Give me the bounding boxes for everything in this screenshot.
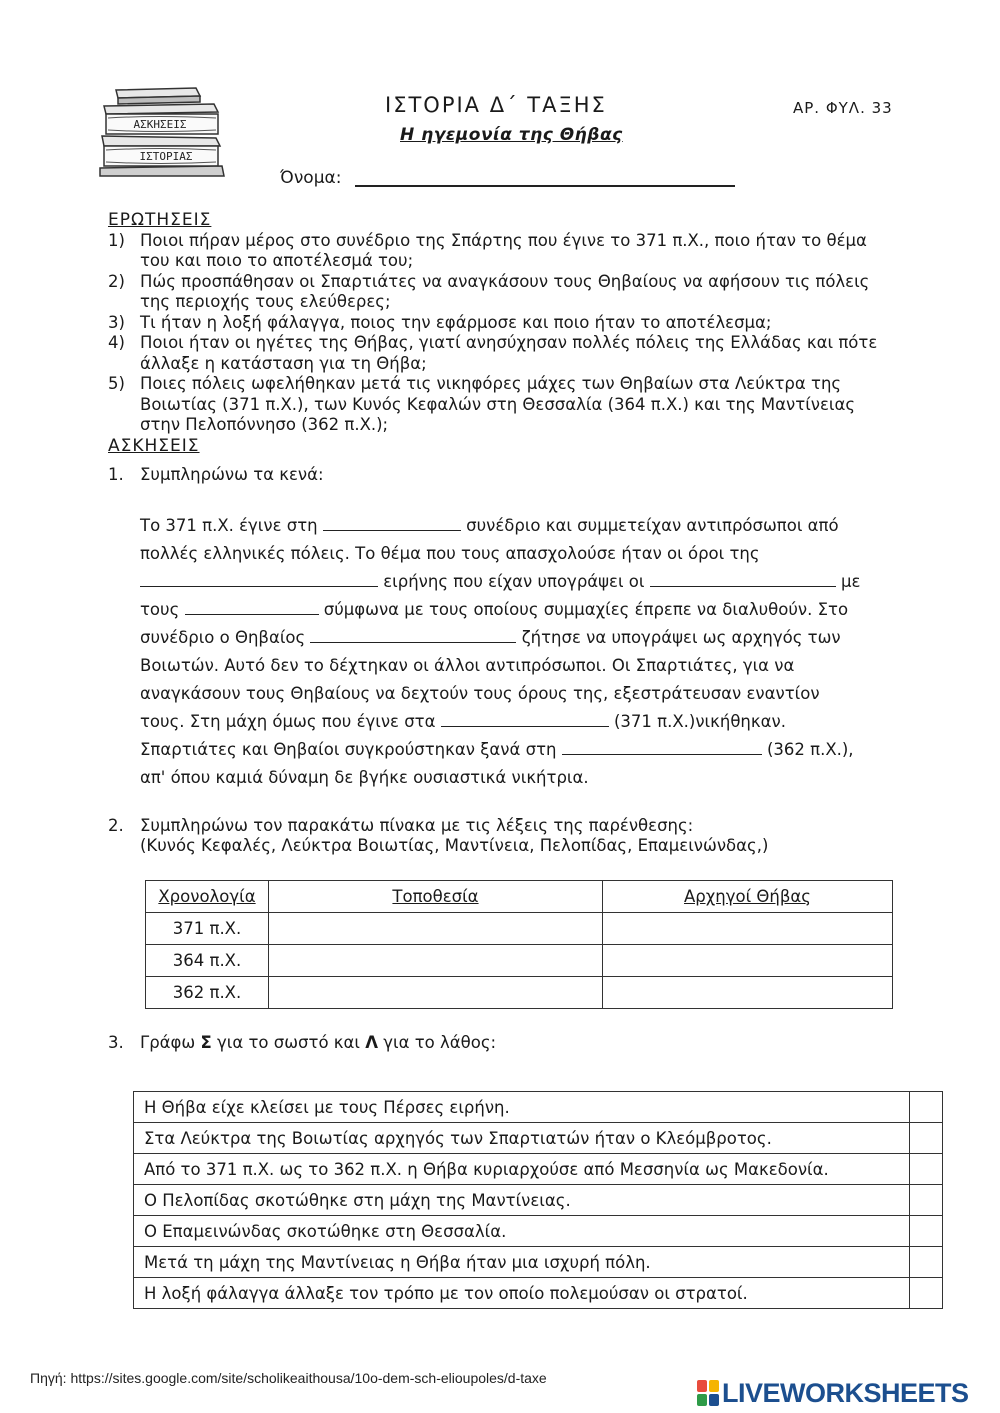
table-row	[134, 1278, 943, 1309]
answer-box[interactable]	[910, 1154, 943, 1185]
source-credit: Πηγή: https://sites.google.com/site/scholikeaithousa/10o-dem-sch-elioupoles/d-taxe	[30, 1370, 547, 1386]
exercise-3-title: 3. Γράφω Σ για το σωστό και Λ για το λάθος:	[108, 1033, 497, 1052]
blank-field[interactable]	[441, 712, 609, 727]
table-row	[134, 1092, 943, 1123]
location-cell[interactable]	[269, 977, 603, 1009]
blank-field[interactable]	[310, 628, 516, 643]
true-false-table	[133, 1091, 943, 1309]
page-subtitle: Η ηγεμονία της Θήβας	[400, 125, 623, 145]
column-header: Αρχηγοί Θήβας	[603, 881, 893, 913]
table-row	[134, 1247, 943, 1278]
books-logo	[96, 86, 228, 178]
liveworksheets-logo	[696, 1377, 969, 1409]
leaders-cell[interactable]	[603, 977, 893, 1009]
question-item: 4) Ποιοι ήταν οι ηγέτες της Θήβας, γιατί ανησύχησαν πολλές πόλεις της Ελλάδας και πότε άλλαξε η κατάσταση για τη Θήβα;	[108, 333, 878, 373]
statement: Μετά τη μάχη της Μαντίνειας η Θήβα ήταν μια ισχυρή πόλη.	[134, 1247, 910, 1278]
table-row	[146, 977, 893, 1009]
liveworksheets-brand: LIVEWORKSHEETS	[722, 1377, 969, 1408]
table-header-row	[146, 881, 893, 913]
table-row	[146, 945, 893, 977]
blank-field[interactable]	[562, 740, 762, 755]
table-row	[134, 1123, 943, 1154]
statement: Από το 371 π.Χ. ως το 362 π.Χ. η Θήβα κυριαρχούσε από Μεσσηνία ως Μακεδονία.	[134, 1154, 910, 1185]
statement: Η Θήβα είχε κλείσει με τους Πέρσες ειρήνη.	[134, 1092, 910, 1123]
answer-box[interactable]	[910, 1278, 943, 1309]
liveworksheets-icon	[696, 1379, 722, 1407]
statement: Η λοξή φάλαγγα άλλαξε τον τρόπο με τον οποίο πολεμούσαν οι στρατοί.	[134, 1278, 910, 1309]
blank-field[interactable]	[323, 516, 461, 531]
exercise-1-title: 1. Συμπληρώνω τα κενά:	[108, 465, 324, 484]
logo-text-bottom: ΙΣΤΟΡΙΑΣ	[139, 150, 193, 163]
answer-box[interactable]	[910, 1247, 943, 1278]
word-bank: (Κυνός Κεφαλές, Λεύκτρα Βοιωτίας, Μαντίνεια, Πελοπίδας, Επαμεινώνδας,)	[140, 836, 769, 855]
sheet-number: ΑΡ. ΦΥΛ. 33	[793, 99, 893, 117]
location-cell[interactable]	[269, 945, 603, 977]
question-item: 1) Ποιοι πήραν μέρος στο συνέδριο της Σπάρτης που έγινε το 371 π.Χ., ποιο ήταν το θέμα του και ποιο το αποτέλεσμά του;	[108, 230, 867, 270]
exercises-heading: ΑΣΚΗΣΕΙΣ	[108, 436, 200, 456]
year-cell: 371 π.Χ.	[146, 913, 269, 945]
page-title: ΙΣΤΟΡΙΑ Δ΄ ΤΑΞΗΣ	[385, 93, 607, 117]
statement: Ο Επαμεινώνδας σκοτώθηκε στη Θεσσαλία.	[134, 1216, 910, 1247]
question-item: 3) Τι ήταν η λοξή φάλαγγα, ποιος την εφάρμοσε και ποιο ήταν το αποτέλεσμα;	[108, 312, 772, 332]
answer-box[interactable]	[910, 1092, 943, 1123]
column-header: Χρονολογία	[146, 881, 269, 913]
year-cell: 364 π.Χ.	[146, 945, 269, 977]
question-item: 5) Ποιες πόλεις ωφελήθηκαν μετά τις νικηφόρες μάχες των Θηβαίων στα Λεύκτρα της Βοιωτίας (371 π.Χ.), των Κυνός Κεφαλών στη Θεσσαλία (364 π.Χ.) και της Μαντίνειας στην Πελοπόννησο (362 π.Χ.);	[108, 374, 856, 434]
logo-text-top: ΑΣΚΗΣΕΙΣ	[133, 118, 187, 131]
location-cell[interactable]	[269, 913, 603, 945]
table-row	[134, 1185, 943, 1216]
blank-field[interactable]	[650, 572, 836, 587]
answer-box[interactable]	[910, 1216, 943, 1247]
name-label: Όνομα:	[280, 168, 342, 188]
answer-box[interactable]	[910, 1185, 943, 1216]
statement: Στα Λεύκτρα της Βοιωτίας αρχηγός των Σπαρτιατών ήταν ο Κλεόμβροτος.	[134, 1123, 910, 1154]
blank-field[interactable]	[185, 600, 319, 615]
questions-heading: ΕΡΩΤΗΣΕΙΣ	[108, 210, 212, 230]
questions-section	[108, 210, 898, 436]
name-input-line[interactable]	[355, 185, 735, 187]
leaders-cell[interactable]	[603, 945, 893, 977]
exercise-2-title: 2. Συμπληρώνω τον παρακάτω πίνακα με τις λέξεις της παρένθεσης: (Κυνός Κεφαλές, Λεύκτρα Βοιωτίας, Μαντίνεια, Πελοπίδας, Επαμεινώνδας,)	[108, 816, 769, 855]
column-header: Τοποθεσία	[269, 881, 603, 913]
fill-in-text: Το 371 π.Χ. έγινε στη συνέδριο και συμμετείχαν αντιπρόσωποι από πολλές ελληνικές πόλεις. Το θέμα που τους απασχολούσε ήταν οι όροι της ειρήνης που είχαν υπογράψει οι με τους σύμφωνα με τους οποίους συμμαχίες έπρεπε να διαλυθούν. Στο συνέδριο ο Θηβαίος ζήτησε να υπογράψει ως αρχηγός των Βοιωτών. Αυτό δεν το δέχτηκαν οι άλλοι αντιπρόσωποι. Οι Σπαρτιάτες, για να αναγκάσουν τους Θηβαίους να δεχτούν τους όρους της, εξεστράτευσαν εναντίον τους. Στη μάχη όμως που έγινε στα (371 π.Χ.)νικήθηκαν. Σπαρτιάτες και Θηβαίοι συγκρούστηκαν ξανά στη (362 π.Χ.), απ' όπου καμιά δύναμη δε βγήκε ουσιαστικά νικήτρια.	[140, 516, 861, 787]
question-item: 2) Πώς προσπάθησαν οι Σπαρτιάτες να αναγκάσουν τους Θηβαίους να αφήσουν τις πόλεις της περιοχής τους ελεύθερες;	[108, 271, 870, 311]
blank-field[interactable]	[140, 572, 378, 587]
table-row	[146, 913, 893, 945]
table-row	[134, 1154, 943, 1185]
answer-box[interactable]	[910, 1123, 943, 1154]
year-cell: 362 π.Χ.	[146, 977, 269, 1009]
table-row	[134, 1216, 943, 1247]
statement: Ο Πελοπίδας σκοτώθηκε στη μάχη της Μαντίνειας.	[134, 1185, 910, 1216]
leaders-cell[interactable]	[603, 913, 893, 945]
history-table	[145, 880, 893, 1009]
